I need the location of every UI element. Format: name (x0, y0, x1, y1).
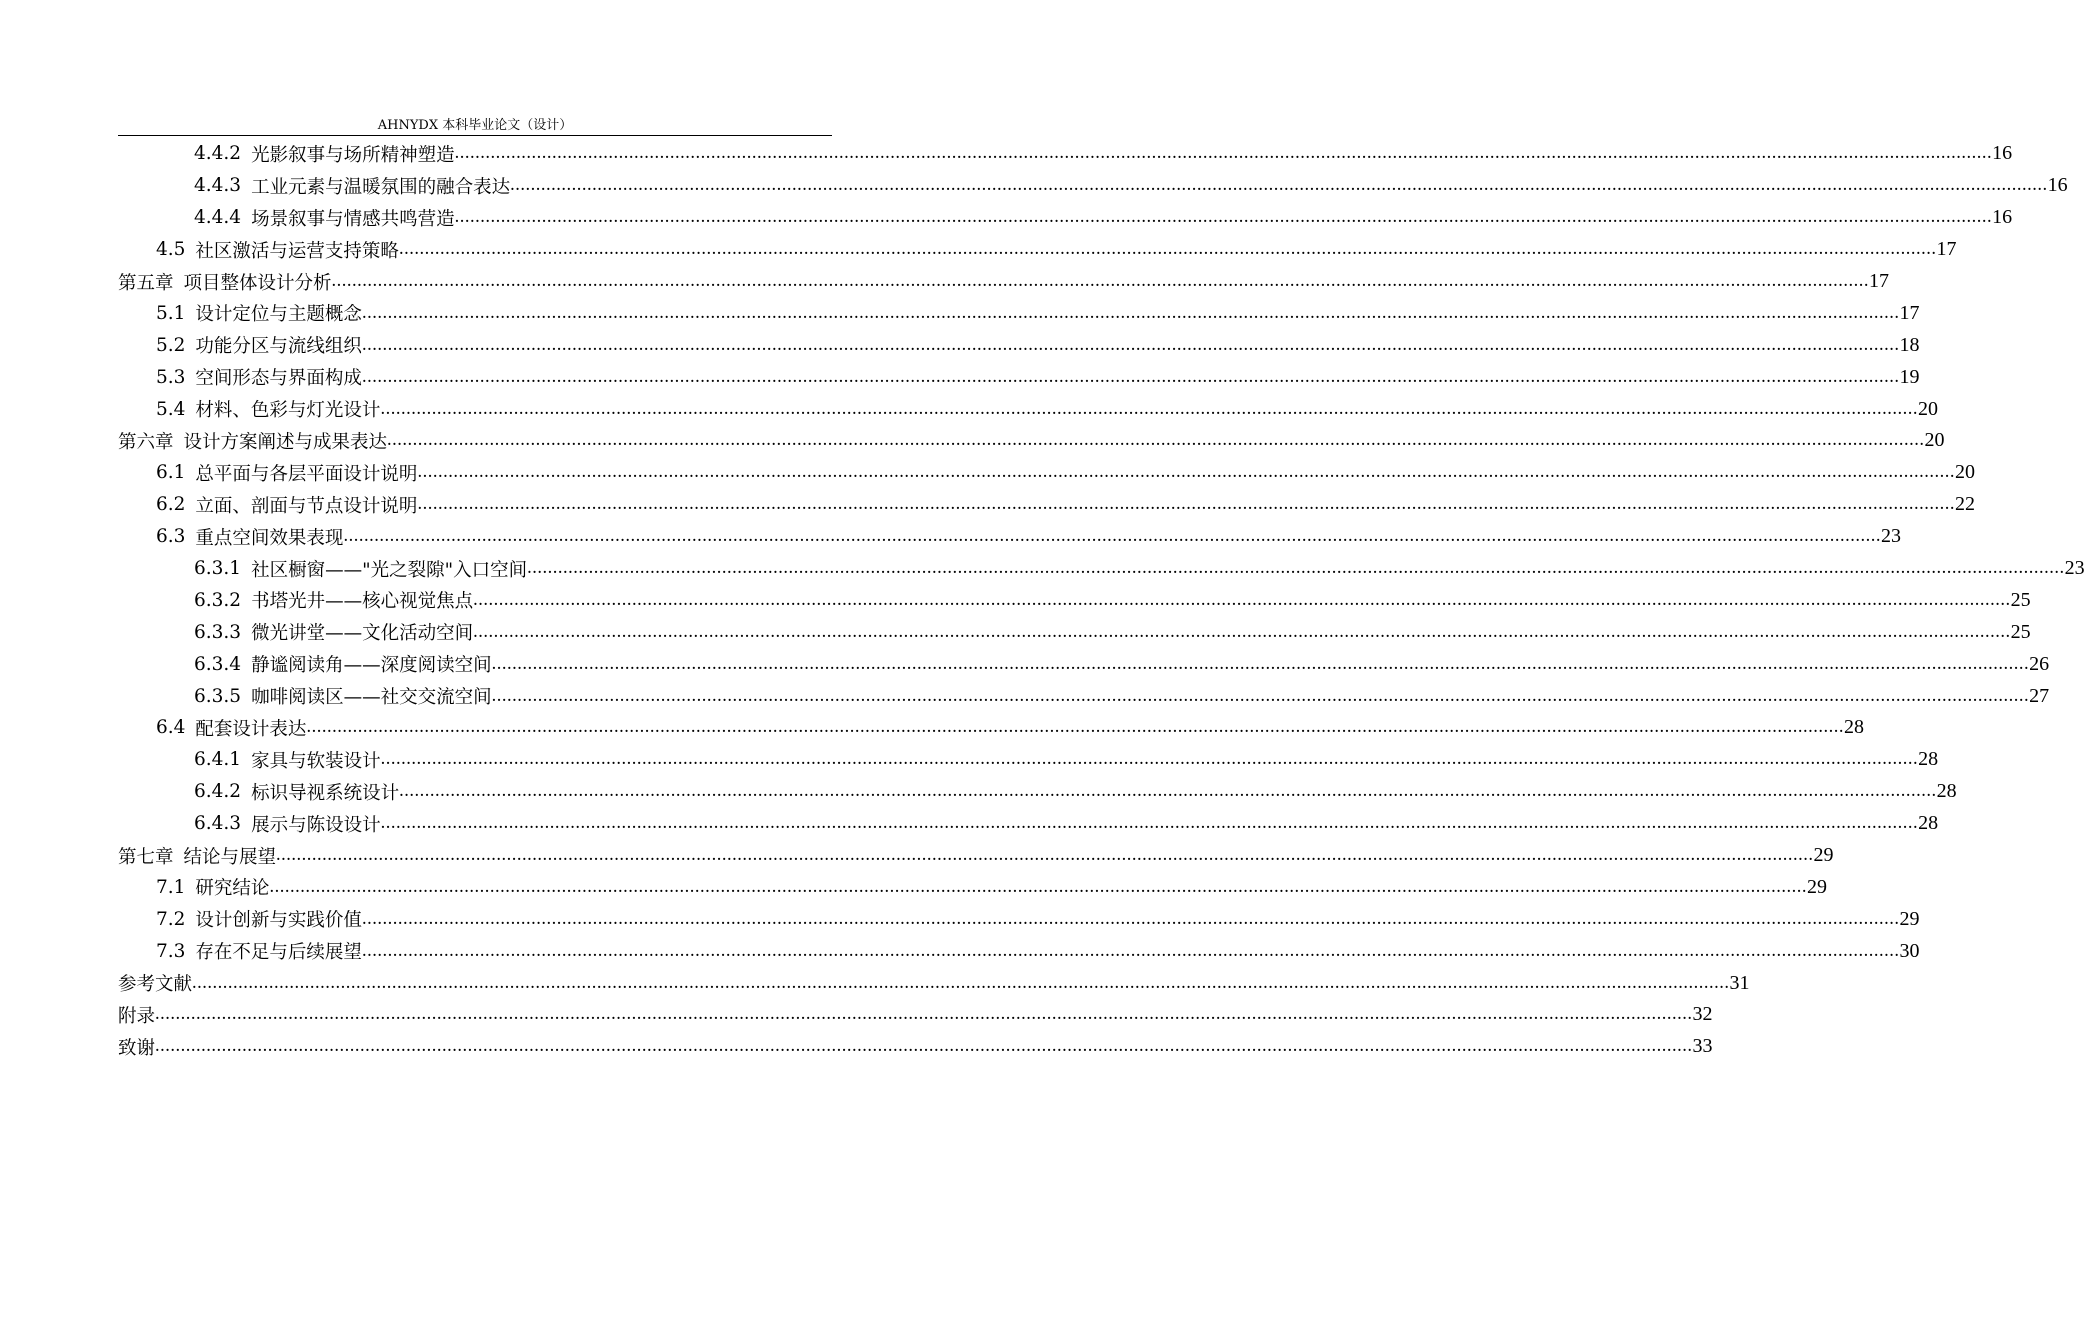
toc-entry-title: 书塔光井——核心视觉焦点 (251, 591, 474, 613)
toc-entry-title: 家具与软装设计 (251, 750, 381, 772)
toc-entry-page-number: 20 (1917, 397, 1938, 420)
toc-entry[interactable] (118, 202, 2013, 234)
toc-dot-leader: ............................................................................................................................................................................................................................................................................................................ (361, 302, 1900, 323)
toc-entry-title: 研究结论 (195, 878, 270, 900)
toc-entry-number: 5.1 (156, 302, 186, 324)
toc-entry[interactable] (118, 138, 2013, 170)
toc-entry-number: 6.3 (156, 526, 186, 548)
toc-entry[interactable] (118, 361, 1920, 393)
toc-entry-number: 第七章 (118, 846, 174, 868)
toc-entry-title: 空间形态与界面构成 (195, 368, 362, 390)
toc-dot-leader: ............................................................................................................................................................................................................................................................................................................ (510, 175, 2048, 196)
toc-entry-number: 7.3 (156, 940, 186, 962)
toc-entry-page-number: 29 (1899, 907, 1920, 930)
toc-entry-page-number: 29 (1806, 875, 1827, 898)
toc-dot-leader: ............................................................................................................................................................................................................................................................................................................ (331, 271, 1870, 291)
toc-dot-leader: ............................................................................................................................................................................................................................................................................................................ (306, 717, 1844, 738)
toc-entry-title: 设计方案阐述与成果表达 (183, 431, 388, 453)
toc-dot-leader: ............................................................................................................................................................................................................................................................................................................ (192, 972, 1730, 993)
toc-entry-page-number: 28 (1936, 780, 1957, 803)
toc-entry-page-number: 28 (1918, 748, 1939, 771)
toc-entry-number: 4.5 (156, 239, 186, 261)
toc-entry-page-number: 23 (2064, 557, 2085, 580)
toc-entry-page-number: 29 (1813, 844, 1834, 867)
toc-entry[interactable] (118, 903, 1920, 935)
toc-dot-leader: ............................................................................................................................................................................................................................................................................................................ (276, 845, 1814, 866)
toc-entry[interactable] (118, 234, 1957, 266)
toc-entry-number: 6.2 (156, 494, 186, 516)
toc-entry-page-number: 16 (2047, 174, 2068, 197)
toc-entry-number: 5.3 (156, 366, 186, 388)
toc-entry-title: 光影叙事与场所精神塑造 (251, 144, 455, 166)
toc-dot-leader: ............................................................................................................................................................................................................................................................................................................ (155, 1004, 1693, 1025)
toc-entry-title: 结论与展望 (183, 846, 277, 868)
toc-entry-number: 6.3.1 (194, 558, 242, 580)
toc-entry-title: 材料、色彩与灯光设计 (195, 400, 381, 422)
toc-entry-page-number: 26 (2029, 652, 2050, 675)
toc-entry-title: 社区激活与运营支持策略 (195, 240, 399, 262)
toc-entry[interactable] (118, 393, 1938, 425)
toc-entry-page-number: 28 (1843, 716, 1864, 739)
toc-dot-leader: ............................................................................................................................................................................................................................................................................................................ (387, 430, 1925, 451)
page-header: AHNYDX 本科毕业论文（设计） (118, 117, 832, 136)
toc-entry[interactable] (118, 616, 2031, 648)
toc-entry[interactable] (118, 489, 1975, 521)
toc-entry-title: 附录 (118, 1005, 156, 1027)
toc-entry-title: 展示与陈设设计 (251, 814, 381, 836)
toc-dot-leader: ............................................................................................................................................................................................................................................................................................................ (361, 908, 1900, 929)
toc-entry-page-number: 28 (1918, 812, 1939, 835)
toc-entry[interactable] (118, 648, 2050, 680)
toc-entry-number: 5.4 (156, 398, 186, 420)
toc-entry[interactable] (118, 329, 1920, 361)
toc-entry-number: 6.1 (156, 462, 186, 484)
toc-entry-title: 配套设计表达 (195, 718, 307, 740)
toc-entry-title: 设计创新与实践价值 (195, 910, 362, 932)
toc-entry-title: 立面、剖面与节点设计说明 (195, 495, 418, 517)
toc-dot-leader: ............................................................................................................................................................................................................................................................................................................ (454, 207, 1993, 228)
toc-dot-leader: ............................................................................................................................................................................................................................................................................................................ (473, 621, 2011, 642)
toc-entry-page-number: 31 (1729, 971, 1750, 994)
toc-entry-number: 6.3.3 (194, 621, 242, 643)
toc-entry[interactable] (118, 712, 1864, 744)
toc-entry-page-number: 30 (1899, 939, 1920, 962)
toc-dot-leader: ............................................................................................................................................................................................................................................................................................................ (155, 1036, 1693, 1057)
toc-entry-page-number: 25 (2010, 620, 2031, 643)
toc-entry-page-number: 20 (1954, 461, 1975, 484)
toc-entry-page-number: 16 (1992, 142, 2013, 165)
toc-entry-title: 咖啡阅读区——社交交流空间 (251, 687, 492, 709)
toc-entry-title: 标识导视系统设计 (251, 782, 400, 804)
toc-entry[interactable] (118, 584, 2031, 616)
toc-entry-number: 6.3.2 (194, 589, 242, 611)
toc-entry-title: 参考文献 (118, 974, 193, 996)
toc-dot-leader: ............................................................................................................................................................................................................................................................................................................ (417, 494, 1955, 515)
toc-dot-leader: ............................................................................................................................................................................................................................................................................................................ (398, 239, 1937, 260)
toc-entry[interactable] (118, 553, 2085, 585)
toc-entry[interactable] (118, 1031, 1713, 1063)
toc-dot-leader: ............................................................................................................................................................................................................................................................................................................ (380, 749, 1919, 770)
toc-dot-leader: ............................................................................................................................................................................................................................................................................................................ (491, 685, 2030, 706)
toc-entry[interactable] (118, 680, 2050, 712)
toc-entry-number: 4.4.2 (194, 143, 242, 165)
table-of-contents (118, 138, 2085, 1063)
toc-entry-title: 总平面与各层平面设计说明 (195, 463, 418, 485)
toc-entry[interactable] (118, 521, 1901, 553)
toc-entry-number: 6.4.3 (194, 813, 242, 835)
toc-dot-leader: ............................................................................................................................................................................................................................................................................................................ (380, 813, 1919, 834)
toc-entry[interactable] (118, 999, 1713, 1031)
toc-entry-number: 7.2 (156, 908, 186, 930)
toc-dot-leader: ............................................................................................................................................................................................................................................................................................................ (343, 526, 1881, 547)
toc-dot-leader: ............................................................................................................................................................................................................................................................................................................ (527, 558, 2065, 579)
toc-entry-page-number: 18 (1899, 333, 1920, 356)
toc-entry-title: 场景叙事与情感共鸣营造 (251, 208, 455, 230)
toc-entry-title: 社区橱窗——"光之裂隙"入口空间 (251, 559, 528, 581)
toc-entry[interactable] (118, 266, 1890, 298)
toc-entry-number: 4.4.4 (194, 207, 242, 229)
toc-entry-title: 功能分区与流线组织 (195, 336, 362, 358)
toc-entry[interactable] (118, 425, 1945, 457)
toc-dot-leader: ............................................................................................................................................................................................................................................................................................................ (380, 398, 1918, 419)
toc-entry[interactable] (118, 776, 1957, 808)
toc-entry-page-number: 23 (1880, 525, 1901, 548)
toc-entry-title: 设计定位与主题概念 (195, 304, 362, 326)
toc-entry-title: 致谢 (118, 1037, 156, 1059)
toc-entry-page-number: 17 (1869, 270, 1890, 292)
toc-entry-number: 7.1 (156, 876, 186, 898)
toc-entry[interactable] (118, 935, 1920, 967)
toc-entry-title: 静谧阅读角——深度阅读空间 (251, 655, 492, 677)
toc-dot-leader: ............................................................................................................................................................................................................................................................................................................ (361, 334, 1900, 355)
toc-entry-page-number: 16 (1992, 206, 2013, 229)
toc-entry-page-number: 19 (1899, 365, 1920, 388)
toc-entry-number: 6.3.4 (194, 653, 242, 675)
toc-entry-title: 存在不足与后续展望 (195, 942, 362, 964)
toc-dot-leader: ............................................................................................................................................................................................................................................................................................................ (417, 462, 1955, 483)
toc-entry-number: 第六章 (118, 431, 174, 453)
toc-entry[interactable] (118, 871, 1827, 903)
toc-dot-leader: ............................................................................................................................................................................................................................................................................................................ (454, 143, 1993, 164)
toc-entry-title: 重点空间效果表现 (195, 527, 344, 549)
toc-dot-leader: ............................................................................................................................................................................................................................................................................................................ (399, 781, 1937, 802)
toc-entry-title: 微光讲堂——文化活动空间 (251, 623, 474, 645)
toc-entry[interactable] (118, 967, 1750, 999)
toc-entry-page-number: 25 (2010, 588, 2031, 611)
toc-entry-page-number: 17 (1899, 301, 1920, 324)
toc-entry-number: 5.2 (156, 334, 186, 356)
toc-entry[interactable] (118, 808, 1939, 840)
toc-entry-title: 工业元素与温暖氛围的融合表达 (251, 176, 511, 198)
toc-entry-page-number: 20 (1924, 429, 1945, 452)
toc-entry-page-number: 17 (1936, 238, 1957, 261)
toc-dot-leader: ............................................................................................................................................................................................................................................................................................................ (473, 589, 2011, 610)
toc-entry[interactable] (118, 840, 1834, 872)
toc-entry-number: 6.4.2 (194, 781, 242, 803)
toc-dot-leader: ............................................................................................................................................................................................................................................................................................................ (361, 940, 1900, 961)
toc-entry-number: 6.3.5 (194, 685, 242, 707)
toc-entry-page-number: 27 (2029, 684, 2050, 707)
toc-entry-page-number: 33 (1692, 1035, 1713, 1058)
toc-entry[interactable] (118, 297, 1920, 329)
toc-entry-page-number: 32 (1692, 1003, 1713, 1026)
toc-entry-number: 6.4.1 (194, 749, 242, 771)
toc-entry-page-number: 22 (1954, 493, 1975, 516)
toc-entry[interactable] (118, 170, 2068, 202)
toc-entry-number: 4.4.3 (194, 175, 242, 197)
toc-entry[interactable] (118, 457, 1975, 489)
toc-dot-leader: ............................................................................................................................................................................................................................................................................................................ (269, 876, 1807, 897)
toc-entry-number: 第五章 (118, 272, 174, 294)
toc-dot-leader: ............................................................................................................................................................................................................................................................................................................ (361, 366, 1900, 387)
toc-entry-title: 项目整体设计分析 (183, 272, 332, 294)
toc-dot-leader: ............................................................................................................................................................................................................................................................................................................ (491, 653, 2030, 674)
toc-entry-number: 6.4 (156, 717, 186, 739)
toc-entry[interactable] (118, 744, 1939, 776)
